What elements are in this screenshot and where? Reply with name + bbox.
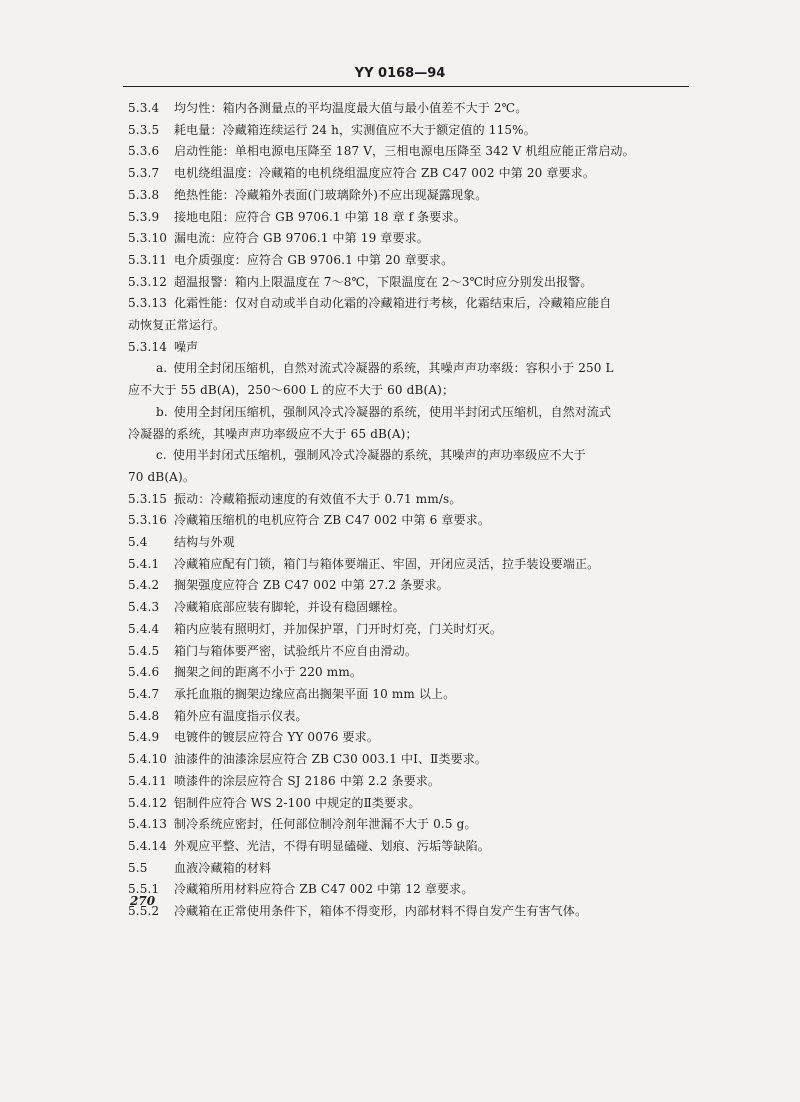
clause-text: 电介质强度：应符合 GB 9706.1 中第 20 章要求。 (174, 252, 454, 267)
clause-text: 结构与外观 (174, 535, 235, 550)
clause-number: 5.4.13 (128, 817, 168, 832)
clause-text: 超温报警：箱内上限温度在 7～8℃，下限温度在 2～3℃时应分别发出报警。 (174, 274, 593, 289)
document-body (128, 98, 688, 923)
clause-text: 冷藏箱所用材料应符合 ZB C47 002 中第 12 章要求。 (174, 882, 474, 897)
clause-number: 5.4.4 (128, 621, 160, 636)
clause-number: 5.4.14 (128, 838, 168, 853)
clause-number: 5.3.13 (128, 296, 168, 311)
clause-line (128, 337, 688, 359)
clause-line (128, 836, 688, 858)
clause-line (128, 250, 688, 272)
clause-text: 血液冷藏箱的材料 (174, 860, 272, 875)
clause-number: 5.4.11 (128, 773, 168, 788)
clause-line (128, 619, 688, 641)
clause-text: 使用全封闭压缩机，自然对流式冷凝器的系统，其噪声声功率级：容积小于 250 L (173, 361, 614, 376)
clause-text: 绝热性能：冷藏箱外表面(门玻璃除外)不应出现凝露现象。 (174, 187, 488, 202)
clause-number: 5.5.1 (128, 882, 160, 897)
clause-number: 5.4.6 (128, 665, 160, 680)
clause-number: 5.3.9 (128, 209, 160, 224)
clause-line (128, 641, 688, 663)
clause-number: 5.3.16 (128, 513, 168, 528)
clause-line (128, 141, 688, 163)
clause-number: 5.4.5 (128, 643, 160, 658)
clause-text: 喷漆件的涂层应符合 SJ 2186 中第 2.2 条要求。 (174, 773, 441, 788)
clause-number: 5.4.2 (128, 578, 160, 593)
clause-line (128, 185, 688, 207)
clause-number: 5.5 (128, 860, 148, 875)
clause-line (128, 858, 688, 880)
clause-number: a. (156, 361, 168, 376)
clause-number: 5.3.12 (128, 274, 168, 289)
clause-line (128, 402, 688, 424)
clause-text: 冷藏箱在正常使用条件下，箱体不得变形，内部材料不得自发产生有害气体。 (174, 904, 588, 919)
clause-number: 5.5.2 (128, 904, 160, 919)
clause-text: 启动性能：单相电源电压降至 187 V，三相电源电压降至 342 V 机组应能正常启动。 (174, 144, 635, 159)
clause-number: 5.3.7 (128, 166, 160, 181)
clause-text: 漏电流：应符合 GB 9706.1 中第 19 章要求。 (174, 231, 429, 246)
clause-number: 5.4.12 (128, 795, 168, 810)
clause-number: 5.4 (128, 535, 148, 550)
clause-line (128, 727, 688, 749)
clause-line (128, 597, 688, 619)
clause-line (128, 207, 688, 229)
clause-text: 承托血瓶的搁架边缘应高出搁架平面 10 mm 以上。 (174, 686, 456, 701)
clause-line (128, 662, 688, 684)
clause-number: 5.3.8 (128, 187, 160, 202)
clause-text: 70 dB(A)。 (128, 469, 195, 484)
clause-line (128, 489, 688, 511)
clause-text: 冷凝器的系统，其噪声声功率级应不大于 65 dB(A)； (128, 426, 418, 441)
clause-line (128, 901, 688, 923)
clause-text: 使用全封闭压缩机，强制风冷式冷凝器的系统，使用半封闭式压缩机，自然对流式 (173, 404, 612, 419)
clause-text: 电机绕组温度：冷藏箱的电机绕组温度应符合 ZB C47 002 中第 20 章要求。 (174, 166, 595, 181)
clause-line (128, 684, 688, 706)
clause-line (128, 554, 688, 576)
document-header: YY 0168—94 (354, 66, 446, 81)
clause-line (128, 706, 688, 728)
clause-text: 箱外应有温度指示仪表。 (174, 708, 308, 723)
clause-line (128, 575, 688, 597)
clause-text: 均匀性：箱内各测量点的平均温度最大值与最小值差不大于 2℃。 (174, 101, 528, 115)
clause-number: 5.3.14 (128, 339, 168, 354)
clause-line (128, 467, 688, 489)
clause-text: 制冷系统应密封，任何部位制冷剂年泄漏不大于 0.5 g。 (174, 817, 477, 832)
clause-line (128, 879, 688, 901)
clause-number: 5.3.15 (128, 491, 168, 506)
clause-line (128, 228, 688, 250)
header-rule (123, 86, 689, 87)
clause-line (128, 163, 688, 185)
clause-text: 噪声 (174, 339, 199, 354)
clause-text: 外观应平整、光洁，不得有明显磕碰、划痕、污垢等缺陷。 (174, 838, 490, 853)
clause-text: 搁架强度应符合 ZB C47 002 中第 27.2 条要求。 (174, 578, 449, 593)
clause-text: 铝制件应符合 WS 2-100 中规定的Ⅱ类要求。 (174, 795, 421, 810)
clause-line (128, 510, 688, 532)
clause-line (128, 749, 688, 771)
clause-text: 使用半封闭式压缩机，强制风冷式冷凝器的系统，其噪声的声功率级应不大于 (172, 448, 586, 463)
page-number: 270 (130, 894, 156, 908)
clause-line (128, 814, 688, 836)
clause-number: 5.3.4 (128, 101, 160, 115)
clause-line (128, 120, 688, 142)
clause-number: 5.4.7 (128, 686, 160, 701)
clause-line (128, 445, 688, 467)
clause-number: c. (156, 448, 167, 463)
clause-line (128, 532, 688, 554)
clause-number: b. (156, 404, 168, 419)
clause-text: 箱门与箱体要严密，试验纸片不应自由滑动。 (174, 643, 418, 658)
clause-text: 冷藏箱应配有门锁，箱门与箱体要端正、牢固，开闭应灵活，拉手装设要端正。 (174, 556, 600, 571)
clause-text: 冷藏箱压缩机的电机应符合 ZB C47 002 中第 6 章要求。 (174, 513, 490, 528)
clause-number: 5.3.11 (128, 252, 168, 267)
clause-line (128, 424, 688, 446)
clause-text: 箱内应装有照明灯，并加保护罩，门开时灯亮，门关时灯灭。 (174, 621, 503, 636)
clause-number: 5.3.6 (128, 144, 160, 159)
clause-number: 5.4.3 (128, 600, 160, 615)
clause-number: 5.4.9 (128, 730, 160, 745)
clause-line (128, 771, 688, 793)
clause-line (128, 98, 688, 120)
clause-number: 5.3.5 (128, 122, 160, 137)
clause-text: 应不大于 55 dB(A)，250～600 L 的应不大于 60 dB(A)； (128, 383, 455, 398)
clause-number: 5.4.8 (128, 708, 160, 723)
clause-text: 油漆件的油漆涂层应符合 ZB C30 003.1 中Ⅰ、Ⅱ类要求。 (174, 752, 488, 767)
clause-text: 动恢复正常运行。 (128, 318, 226, 333)
clause-text: 冷藏箱底部应装有脚轮，并设有稳固螺栓。 (174, 600, 405, 615)
clause-line (128, 272, 688, 294)
clause-text: 电镀件的镀层应符合 YY 0076 要求。 (174, 730, 379, 745)
clause-line (128, 793, 688, 815)
clause-text: 化霜性能：仅对自动或半自动化霜的冷藏箱进行考核，化霜结束后，冷藏箱应能自 (174, 296, 612, 311)
clause-text: 振动：冷藏箱振动速度的有效值不大于 0.71 mm/s。 (174, 491, 462, 506)
clause-line (128, 293, 688, 315)
clause-text: 接地电阻：应符合 GB 9706.1 中第 18 章 f 条要求。 (174, 209, 466, 224)
clause-line (128, 358, 688, 380)
clause-number: 5.4.10 (128, 752, 168, 767)
clause-line (128, 380, 688, 402)
clause-line (128, 315, 688, 337)
clause-text: 搁架之间的距离不小于 220 mm。 (174, 665, 362, 680)
clause-text: 耗电量：冷藏箱连续运行 24 h，实测值应不大于额定值的 115%。 (174, 122, 536, 137)
clause-number: 5.3.10 (128, 231, 168, 246)
clause-number: 5.4.1 (128, 556, 160, 571)
